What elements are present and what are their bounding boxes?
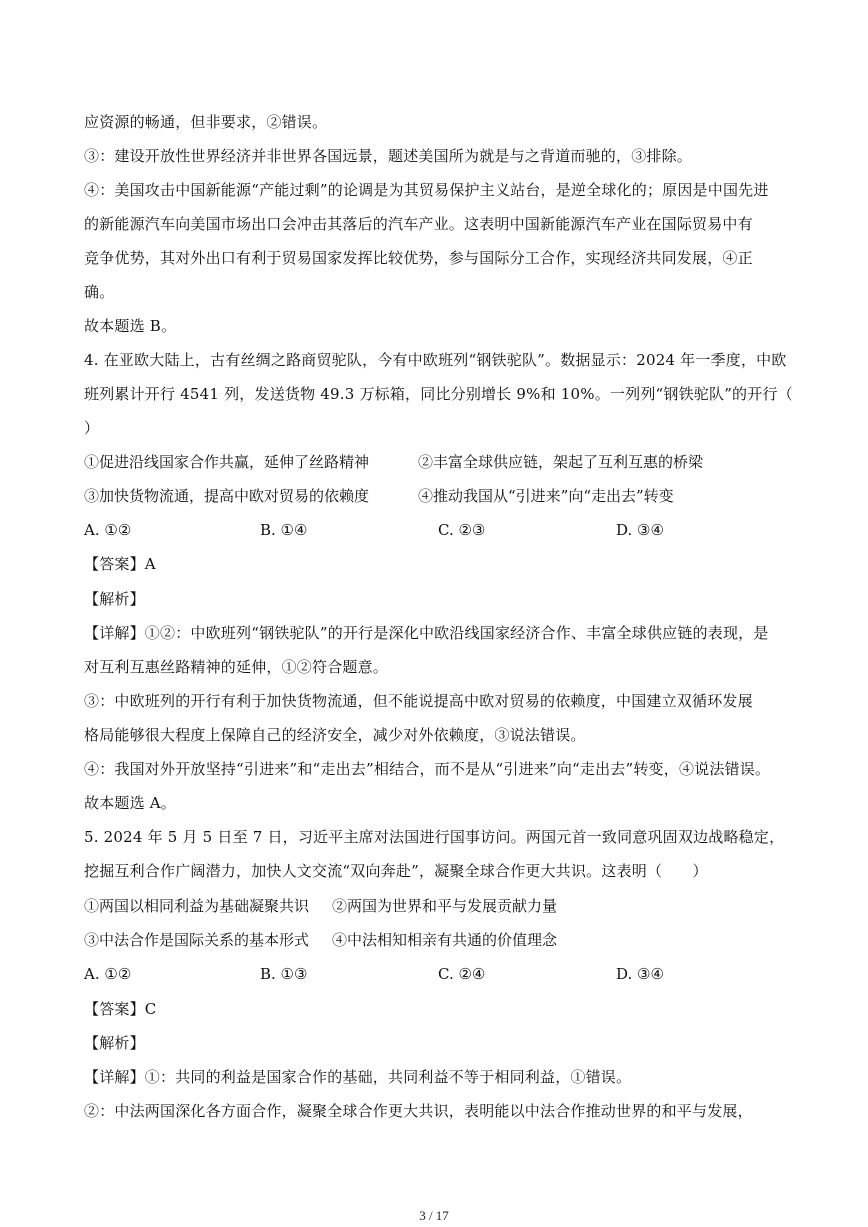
q4-option-3: ③加快货物流通，提高中欧对贸易的依赖度 bbox=[84, 487, 370, 505]
text-line: 的新能源汽车向美国市场出口会冲击其落后的汽车产业。这表明中国新能源汽车产业在国际贸易中有 bbox=[84, 215, 753, 233]
q4-analysis-label: 【解析】 bbox=[84, 590, 145, 608]
page-number: 3 / 17 bbox=[419, 1208, 449, 1223]
q5-choice-d: D. ③④ bbox=[616, 965, 664, 983]
q5-option-2: ②两国为世界和平与发展贡献力量 bbox=[332, 897, 558, 915]
q4-analysis-line: 故本题选 A。 bbox=[84, 794, 177, 812]
text-line: ④：美国攻击中国新能源“产能过剩”的论调是为其贸易保护主义站台，是逆全球化的；原因是中国先进 bbox=[84, 181, 769, 199]
q5-option-3: ③中法合作是国际关系的基本形式 bbox=[84, 931, 310, 949]
text-line: 确。 bbox=[84, 283, 115, 301]
q5-analysis-line: 【详解】①：共同的利益是国家合作的基础，共同利益不等于相同利益，①错误。 bbox=[84, 1068, 632, 1086]
q4-choice-b: B. ①④ bbox=[260, 521, 308, 539]
q4-choice-c: C. ②③ bbox=[438, 521, 486, 539]
q4-choice-d: D. ③④ bbox=[616, 521, 664, 539]
q4-choice-a: A. ①② bbox=[84, 521, 132, 539]
question-5-stem: 挖掘互利合作广阔潜力，加快人文交流“双向奔赴”，凝聚全球合作更大共识。这表明（ ） bbox=[84, 862, 708, 880]
q4-answer: 【答案】A bbox=[84, 555, 156, 573]
q4-option-4: ④推动我国从“引进来”向“走出去”转变 bbox=[418, 487, 674, 505]
text-line: 竞争优势，其对外出口有利于贸易国家发挥比较优势，参与国际分工合作，实现经济共同发展，④正 bbox=[84, 249, 753, 267]
q5-choice-b: B. ①③ bbox=[260, 965, 308, 983]
question-4-stem: ） bbox=[84, 419, 100, 437]
q4-analysis-line: 【详解】①②：中欧班列“钢铁驼队”的开行是深化中欧沿线国家经济合作、丰富全球供应链的表现，是 bbox=[84, 624, 769, 642]
q5-analysis-label: 【解析】 bbox=[84, 1034, 145, 1052]
text-line: ③：建设开放性世界经济并非世界各国远景，题述美国所为就是与之背道而驰的，③排除。 bbox=[84, 147, 693, 165]
q5-option-4: ④中法相知相亲有共通的价值理念 bbox=[332, 931, 558, 949]
q4-analysis-line: 格局能够很大程度上保障自己的经济安全，减少对外依赖度，③说法错误。 bbox=[84, 726, 586, 744]
question-4-stem: 4. 在亚欧大陆上，古有丝绸之路商贸驼队，今有中欧班列“钢铁驼队”。数据显示：2024 年一季度，中欧 bbox=[84, 351, 787, 369]
question-5-stem: 5. 2024 年 5 月 5 日至 7 日，习近平主席对法国进行国事访问。两国元首一致同意巩固双边战略稳定， bbox=[84, 828, 785, 846]
q4-option-2: ②丰富全球供应链，架起了互利互惠的桥梁 bbox=[418, 453, 704, 471]
text-line: 应资源的畅通，但非要求，②错误。 bbox=[84, 113, 328, 131]
q5-choice-c: C. ②④ bbox=[438, 965, 486, 983]
q5-choice-a: A. ①② bbox=[84, 965, 132, 983]
q5-answer: 【答案】C bbox=[84, 1000, 157, 1018]
q4-analysis-line: ③：中欧班列的开行有利于加快货物流通，但不能说提高中欧对贸易的依赖度，中国建立双循环发展 bbox=[84, 692, 753, 710]
q5-option-1: ①两国以相同利益为基础凝聚共识 bbox=[84, 897, 310, 915]
text-line: 故本题选 B。 bbox=[84, 317, 177, 335]
question-4-stem: 班列累计开行 4541 列，发送货物 49.3 万标箱，同比分别增长 9%和 10%。一列列“钢铁驼队”的开行（ bbox=[84, 385, 793, 403]
q4-option-1: ①促进沿线国家合作共赢，延伸了丝路精神 bbox=[84, 453, 370, 471]
q4-analysis-line: ④：我国对外开放坚持“引进来”和“走出去”相结合，而不是从“引进来”向“走出去”转变，④说法错误。 bbox=[84, 760, 771, 778]
q5-analysis-line: ②：中法两国深化各方面合作，凝聚全球合作更大共识，表明能以中法合作推动世界的和平与发展， bbox=[84, 1102, 753, 1120]
q4-analysis-line: 对互利互惠丝路精神的延伸，①②符合题意。 bbox=[84, 658, 389, 676]
